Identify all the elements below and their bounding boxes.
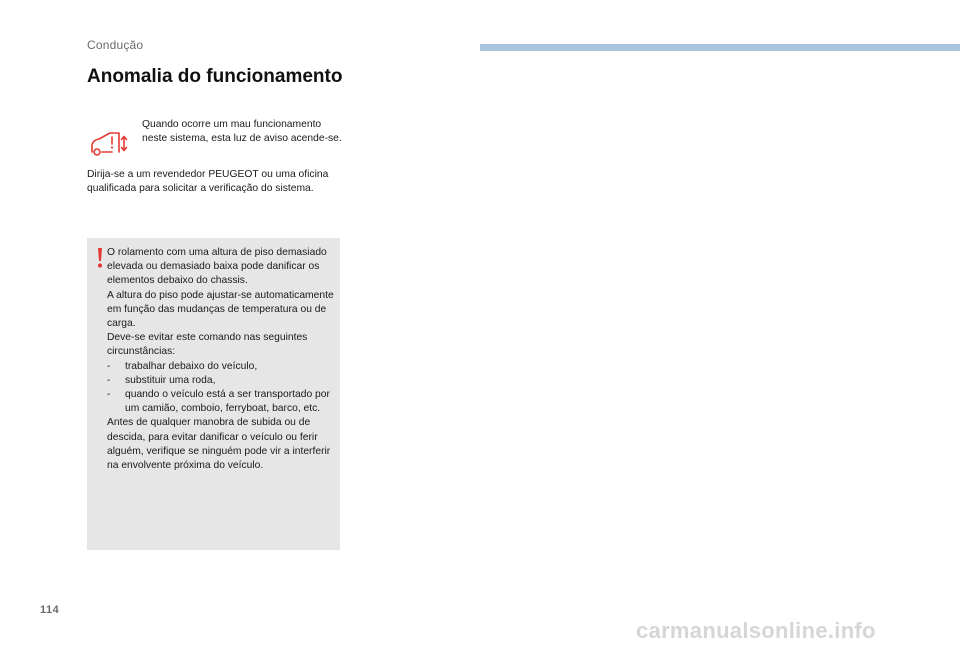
- caution-list-item: - quando o veículo está a ser transportado por um camião, comboio, ferryboat, barco, etc.: [107, 388, 338, 416]
- intro-text: Quando ocorre um mau funcionamento neste sistema, esta luz de aviso acende-se.: [142, 119, 342, 145]
- caution-closing: Antes de qualquer manobra de subida ou de descida, para evitar danificar o veículo ou ferir alguém, verifique se ninguém pode vir a interferir na envolvente próxima do veículo.: [107, 417, 331, 472]
- watermark: carmanualsonline.info: [636, 618, 876, 643]
- caution-list-item: - trabalhar debaixo do veículo,: [107, 360, 338, 374]
- caution-box: [87, 238, 340, 550]
- caution-list-item: - substituir uma roda,: [107, 374, 338, 388]
- caution-list: [107, 360, 338, 417]
- vehicle-height-warning-light-icon: [88, 128, 132, 160]
- caution-paragraph: Deve-se evitar este comando nas seguintes circunstâncias:: [107, 332, 308, 358]
- exclamation-icon: [96, 247, 104, 269]
- section-label: Condução: [87, 38, 144, 52]
- caution-paragraph: O rolamento com uma altura de piso demasiado elevada ou demasiado baixa pode danificar os elementos debaixo do chassis.: [107, 247, 327, 287]
- caution-text: [107, 246, 338, 473]
- instruction-text: Dirija-se a um revendedor PEUGEOT ou uma oficina qualificada para solicitar a verificação do sistema.: [87, 169, 329, 195]
- header-bar: [480, 44, 960, 51]
- page-title: Anomalia do funcionamento: [87, 66, 343, 87]
- caution-paragraph: A altura do piso pode ajustar-se automaticamente em função das mudanças de temperatura ou de carga.: [107, 289, 334, 330]
- page-number: 114: [40, 604, 60, 616]
